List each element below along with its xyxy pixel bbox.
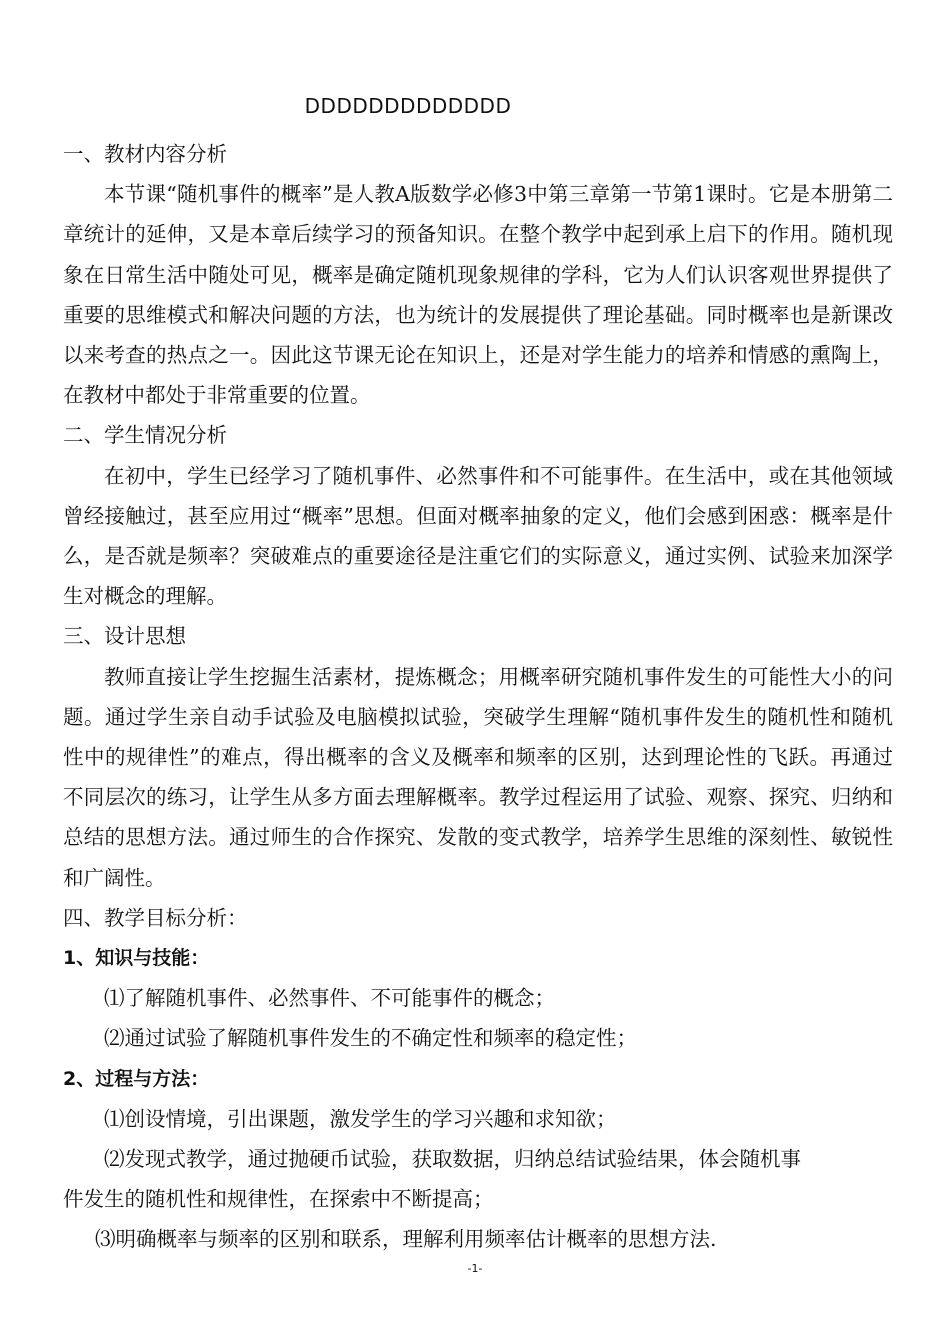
page-number: -1- — [467, 1262, 483, 1275]
section-heading-student-analysis: 二、学生情况分析 — [63, 423, 227, 448]
subheading-knowledge-skills: 1、知识与技能： — [63, 947, 210, 970]
paragraph-design-idea: 教师直接让学生挖掘生活素材，提炼概念；用概率研究随机事件发生的可能性大小的问题。通过学生亲自动手试验及电脑模拟试验，突破学生理解“随机事件发生的随机性和随机性中的规律性”的难点，得出概率的含义及概率和频率的区别，达到理论性的飞跃。再通过不同层次的练习，让学生从多方面去理解概率。教学过程运用了试验、观察、探究、归纳和总结的思想方法。通过师生的合作探究、发散的变式教学，培养学生思维的深刻性、敏锐性和广阔性。 — [63, 664, 893, 890]
document-title: DDDDDDDDDDDDD — [304, 94, 512, 118]
document-body — [63, 134, 893, 1260]
list-item-process-2-line2: 件发生的随机性和规律性，在探索中不断提高； — [63, 1187, 494, 1212]
list-item-process-3: ⑶明确概率与频率的区别和联系，理解利用频率估计概率的思想方法. — [95, 1227, 717, 1252]
list-item-process-2-line1: ⑵发现式教学，通过抛硬币试验，获取数据，归纳总结试验结果，体会随机事 — [104, 1147, 801, 1172]
list-item-knowledge-1: ⑴了解随机事件、必然事件、不可能事件的概念； — [104, 986, 555, 1011]
paragraph-textbook-analysis: 本节课“随机事件的概率”是人教A版数学必修3中第三章第一节第1课时。它是本册第二章统计的延伸，又是本章后续学习的预备知识。在整个教学中起到承上启下的作用。随机现象在日常生活中随处可见，概率是确定随机现象规律的学科，它为人们认识客观世界提供了重要的思维模式和解决问题的方法，也为统计的发展提供了理论基础。同时概率也是新课改以来考查的热点之一。因此这节课无论在知识上，还是对学生能力的培养和情感的熏陶上，在教材中都处于非常重要的位置。 — [63, 182, 893, 408]
section-heading-teaching-goals: 四、教学目标分析： — [63, 905, 248, 930]
section-heading-textbook-analysis: 一、教材内容分析 — [63, 142, 227, 166]
list-item-process-1: ⑴创设情境，引出课题，激发学生的学习兴趣和求知欲； — [104, 1106, 617, 1131]
subheading-process-methods: 2、过程与方法： — [63, 1067, 210, 1090]
section-heading-design-idea: 三、设计思想 — [63, 624, 186, 649]
paragraph-student-analysis: 在初中，学生已经学习了随机事件、必然事件和不可能事件。在生活中，或在其他领域曾经接触过，甚至应用过“概率”思想。但面对概率抽象的定义，他们会感到困惑：概率是什么，是否就是频率？突破难点的重要途径是注重它们的实际意义，通过实例、试验来加深学生对概念的理解。 — [63, 463, 893, 609]
list-item-knowledge-2: ⑵通过试验了解随机事件发生的不确定性和频率的稳定性； — [104, 1026, 637, 1051]
